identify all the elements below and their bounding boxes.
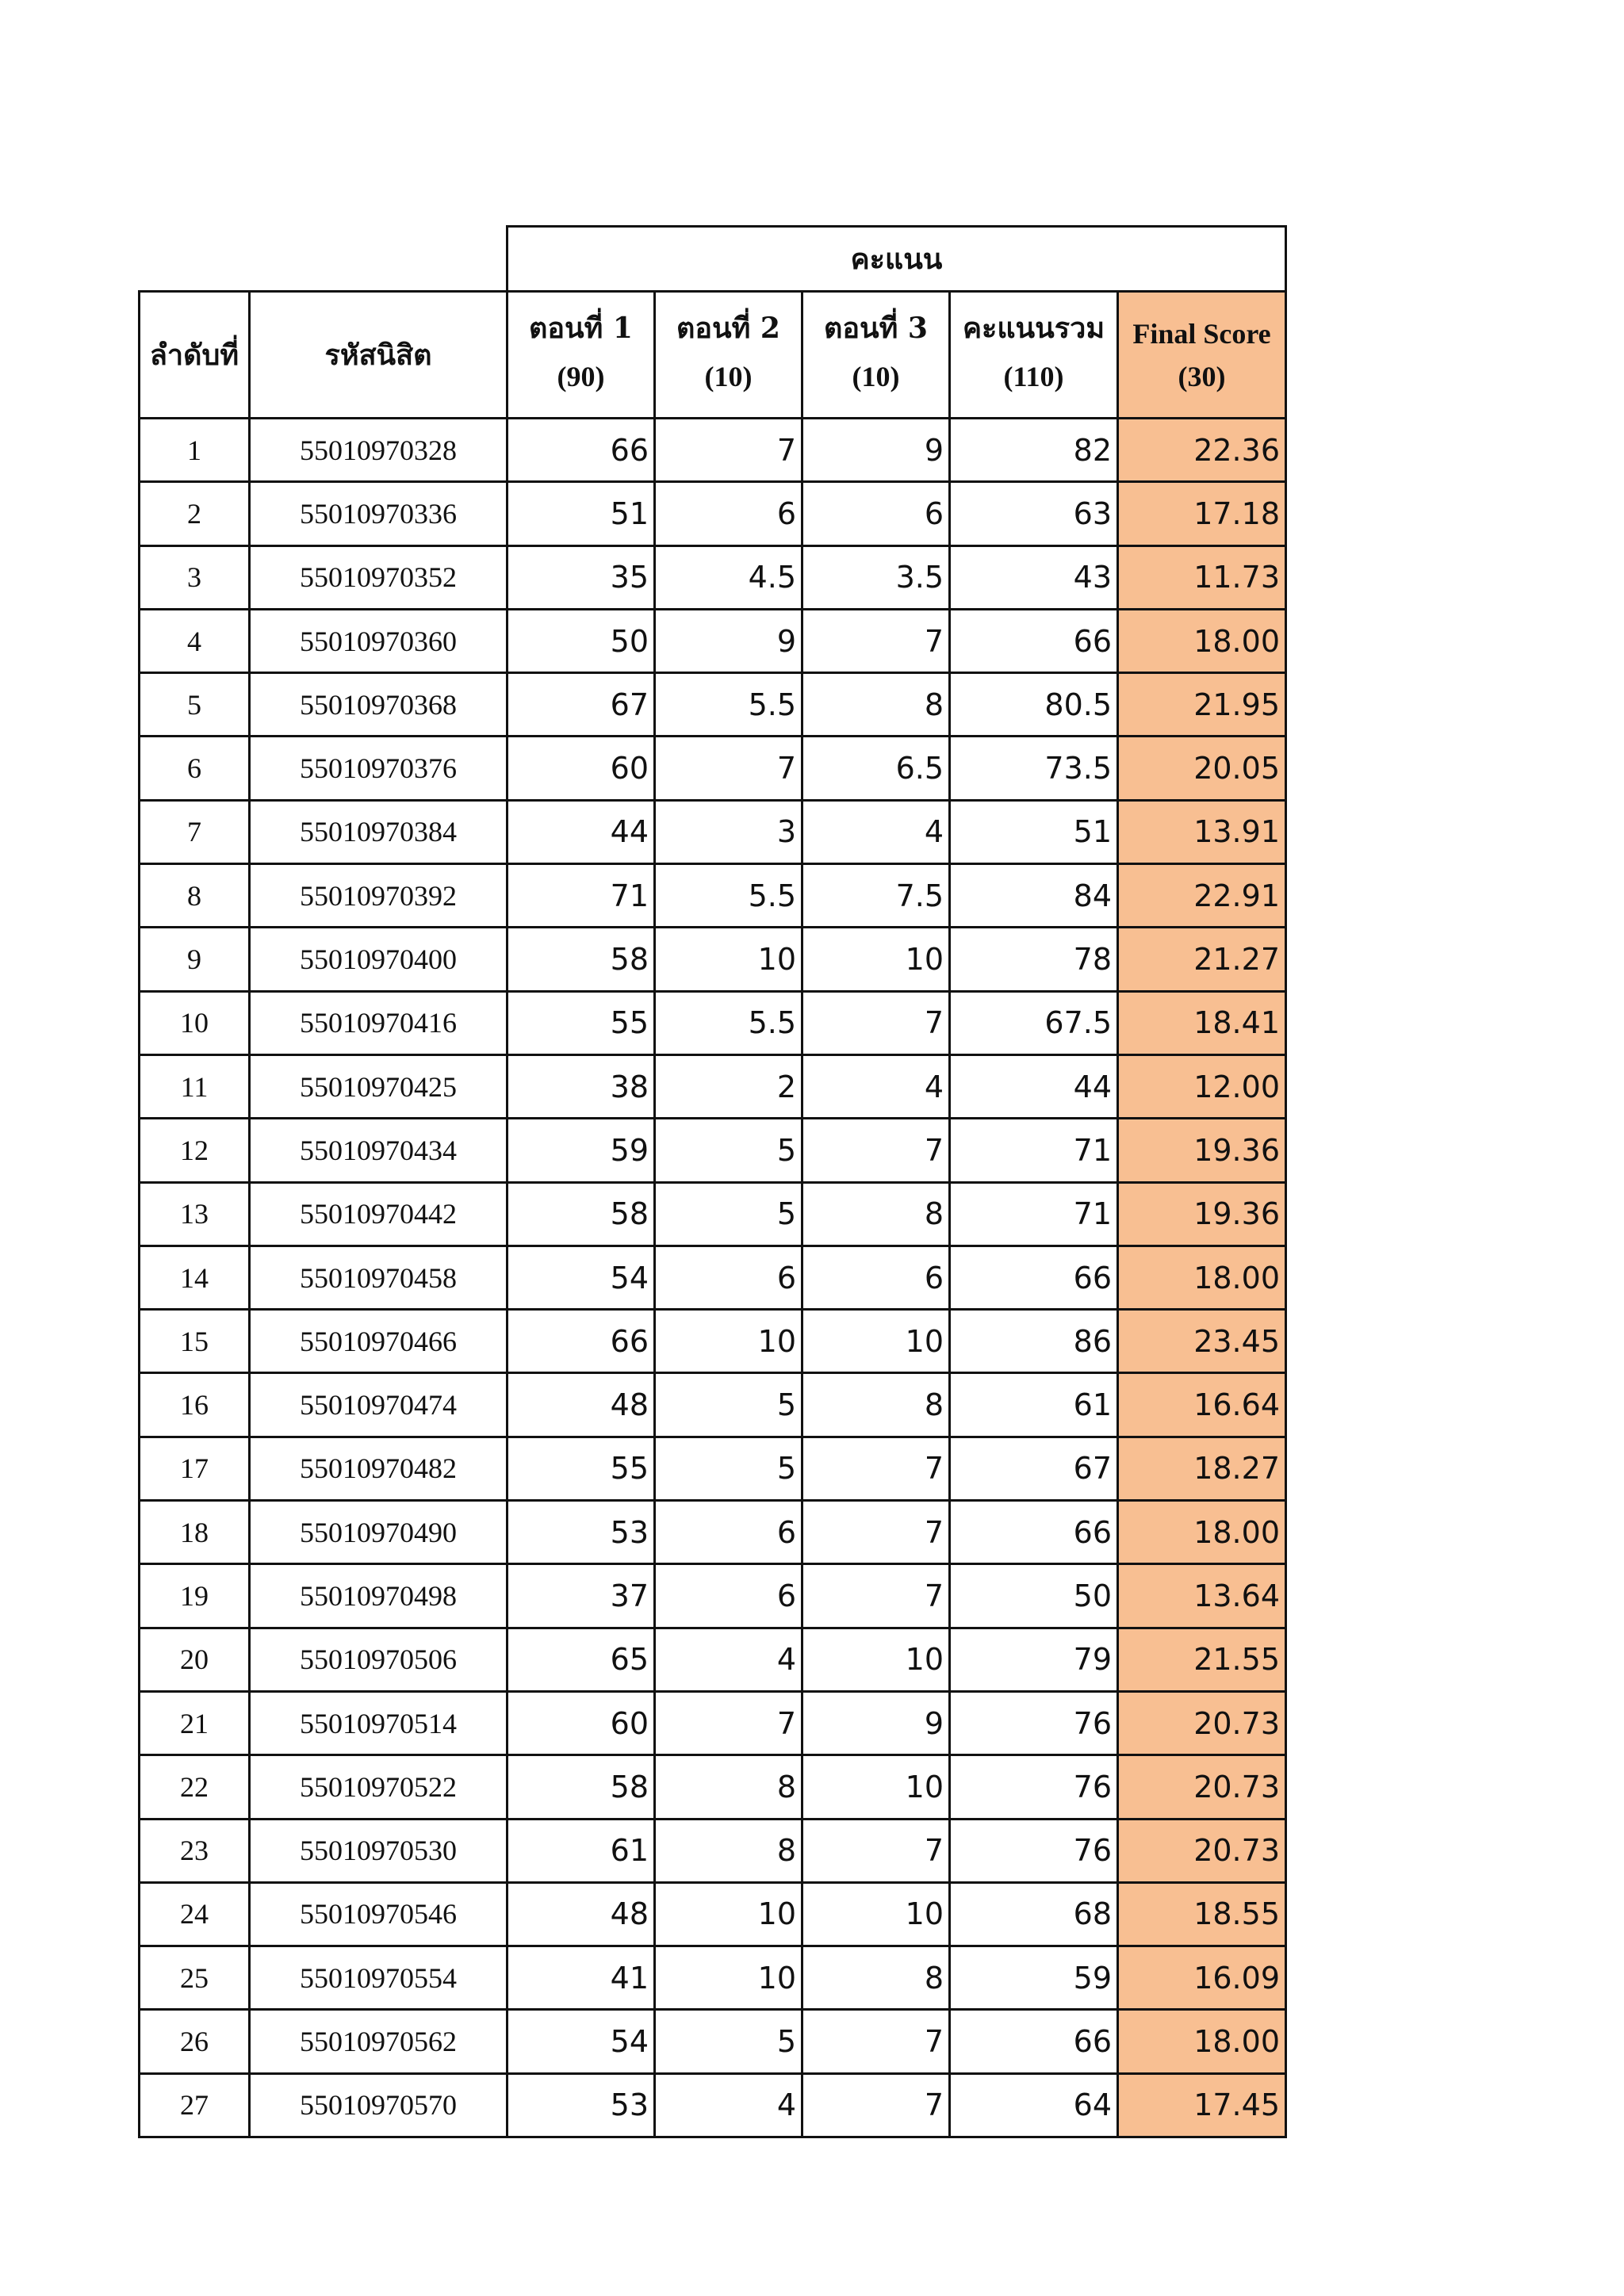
total-score: 67.5 <box>950 991 1118 1054</box>
part2-score: 6 <box>655 1246 802 1309</box>
row-number: 8 <box>140 864 250 928</box>
part3-header: ตอนที่ 3 <box>802 292 950 355</box>
part2-score: 10 <box>655 1882 802 1946</box>
part2-score: 5.5 <box>655 864 802 928</box>
final-score: 18.55 <box>1118 1882 1286 1946</box>
table-row <box>140 2010 1286 2073</box>
row-number: 24 <box>140 1882 250 1946</box>
row-number: 13 <box>140 1182 250 1246</box>
student-id: 55010970376 <box>250 737 508 800</box>
student-id: 55010970352 <box>250 545 508 609</box>
total-score: 66 <box>950 1501 1118 1564</box>
part1-score: 67 <box>508 673 655 737</box>
student-id: 55010970474 <box>250 1373 508 1437</box>
student-id: 55010970434 <box>250 1119 508 1182</box>
part3-score: 7 <box>802 1564 950 1628</box>
row-number: 5 <box>140 673 250 737</box>
student-id: 55010970458 <box>250 1246 508 1309</box>
part1-score: 66 <box>508 419 655 482</box>
part3-score: 7 <box>802 1119 950 1182</box>
final-score: 12.00 <box>1118 1054 1286 1118</box>
total-score: 76 <box>950 1691 1118 1755</box>
table-row <box>140 1310 1286 1373</box>
final-score: 17.18 <box>1118 482 1286 545</box>
part2-score: 4.5 <box>655 545 802 609</box>
table-row <box>140 1054 1286 1118</box>
row-number: 4 <box>140 609 250 672</box>
total-score: 67 <box>950 1437 1118 1500</box>
part3-score: 7 <box>802 2010 950 2073</box>
part3-score: 8 <box>802 1182 950 1246</box>
student-id: 55010970490 <box>250 1501 508 1564</box>
final-score: 18.41 <box>1118 991 1286 1054</box>
part1-score: 35 <box>508 545 655 609</box>
part3-score: 10 <box>802 1628 950 1691</box>
student-id: 55010970562 <box>250 2010 508 2073</box>
total-score: 64 <box>950 2073 1118 2137</box>
student-id: 55010970336 <box>250 482 508 545</box>
table-row <box>140 1628 1286 1691</box>
part3-score: 10 <box>802 928 950 991</box>
part2-score: 7 <box>655 1691 802 1755</box>
final-score: 18.00 <box>1118 609 1286 672</box>
part1-header: ตอนที่ 1 <box>508 292 655 355</box>
part1-score: 53 <box>508 1501 655 1564</box>
total-score: 76 <box>950 1819 1118 1882</box>
final-score: 21.95 <box>1118 673 1286 737</box>
order-header: ลำดับที่ <box>140 292 250 419</box>
total-score: 86 <box>950 1310 1118 1373</box>
part3-score: 7 <box>802 991 950 1054</box>
part2-score: 6 <box>655 482 802 545</box>
final-score: 18.27 <box>1118 1437 1286 1500</box>
student-id: 55010970506 <box>250 1628 508 1691</box>
part1-score: 71 <box>508 864 655 928</box>
part2-score: 10 <box>655 928 802 991</box>
part3-score: 6.5 <box>802 737 950 800</box>
total-header: คะแนนรวม <box>950 292 1118 355</box>
final-score-max: (30) <box>1118 355 1286 419</box>
row-number: 26 <box>140 2010 250 2073</box>
part1-score: 61 <box>508 1819 655 1882</box>
part2-score: 10 <box>655 1310 802 1373</box>
part3-score: 7 <box>802 2073 950 2137</box>
total-score: 73.5 <box>950 737 1118 800</box>
part2-max: (10) <box>655 355 802 419</box>
total-score: 61 <box>950 1373 1118 1437</box>
blank-corner <box>140 227 508 292</box>
student-id: 55010970328 <box>250 419 508 482</box>
table-row <box>140 800 1286 863</box>
final-score: 21.55 <box>1118 1628 1286 1691</box>
row-number: 21 <box>140 1691 250 1755</box>
total-score: 66 <box>950 609 1118 672</box>
student-id: 55010970360 <box>250 609 508 672</box>
total-score: 71 <box>950 1119 1118 1182</box>
row-number: 1 <box>140 419 250 482</box>
row-number: 7 <box>140 800 250 863</box>
table-row <box>140 1373 1286 1437</box>
final-score: 18.00 <box>1118 2010 1286 2073</box>
part1-score: 55 <box>508 1437 655 1500</box>
part1-score: 48 <box>508 1882 655 1946</box>
table-row <box>140 1564 1286 1628</box>
student-id: 55010970368 <box>250 673 508 737</box>
part3-score: 8 <box>802 1373 950 1437</box>
part2-header: ตอนที่ 2 <box>655 292 802 355</box>
part1-score: 66 <box>508 1310 655 1373</box>
part1-score: 44 <box>508 800 655 863</box>
total-score: 51 <box>950 800 1118 863</box>
final-score: 19.36 <box>1118 1119 1286 1182</box>
part1-score: 53 <box>508 2073 655 2137</box>
part3-score: 7 <box>802 1437 950 1500</box>
part2-score: 10 <box>655 1946 802 2010</box>
final-score: 18.00 <box>1118 1246 1286 1309</box>
table-row <box>140 2073 1286 2137</box>
row-number: 10 <box>140 991 250 1054</box>
row-number: 6 <box>140 737 250 800</box>
part1-score: 50 <box>508 609 655 672</box>
student-id: 55010970400 <box>250 928 508 991</box>
row-number: 18 <box>140 1501 250 1564</box>
part1-score: 58 <box>508 1755 655 1819</box>
total-score: 44 <box>950 1054 1118 1118</box>
total-score: 79 <box>950 1628 1118 1691</box>
row-number: 16 <box>140 1373 250 1437</box>
part3-score: 7 <box>802 609 950 672</box>
part2-score: 3 <box>655 800 802 863</box>
row-number: 19 <box>140 1564 250 1628</box>
student-id: 55010970416 <box>250 991 508 1054</box>
student-id: 55010970384 <box>250 800 508 863</box>
table-row <box>140 1119 1286 1182</box>
final-score: 18.00 <box>1118 1501 1286 1564</box>
row-number: 27 <box>140 2073 250 2137</box>
row-number: 12 <box>140 1119 250 1182</box>
final-score: 21.27 <box>1118 928 1286 991</box>
part3-score: 7 <box>802 1819 950 1882</box>
part2-score: 9 <box>655 609 802 672</box>
part3-score: 10 <box>802 1882 950 1946</box>
row-number: 22 <box>140 1755 250 1819</box>
group-header-row <box>140 227 1286 292</box>
total-score: 71 <box>950 1182 1118 1246</box>
table-row <box>140 1946 1286 2010</box>
row-number: 9 <box>140 928 250 991</box>
final-score: 23.45 <box>1118 1310 1286 1373</box>
part2-score: 5.5 <box>655 991 802 1054</box>
row-number: 2 <box>140 482 250 545</box>
table-row <box>140 737 1286 800</box>
table-row <box>140 1246 1286 1309</box>
total-score: 66 <box>950 2010 1118 2073</box>
part1-score: 38 <box>508 1054 655 1118</box>
part3-score: 8 <box>802 1946 950 2010</box>
total-score: 78 <box>950 928 1118 991</box>
part2-score: 2 <box>655 1054 802 1118</box>
part3-score: 9 <box>802 419 950 482</box>
row-number: 11 <box>140 1054 250 1118</box>
total-score: 66 <box>950 1246 1118 1309</box>
total-score: 80.5 <box>950 673 1118 737</box>
student-id: 55010970498 <box>250 1564 508 1628</box>
table-row <box>140 419 1286 482</box>
part3-score: 10 <box>802 1310 950 1373</box>
final-score: 20.05 <box>1118 737 1286 800</box>
part2-score: 5 <box>655 1437 802 1500</box>
score-table-body <box>140 419 1286 2137</box>
part1-score: 60 <box>508 737 655 800</box>
score-table <box>138 225 1287 2138</box>
final-score: 19.36 <box>1118 1182 1286 1246</box>
part3-score: 8 <box>802 673 950 737</box>
part1-score: 59 <box>508 1119 655 1182</box>
student-id: 55010970570 <box>250 2073 508 2137</box>
total-score: 63 <box>950 482 1118 545</box>
final-score: 22.91 <box>1118 864 1286 928</box>
part1-score: 60 <box>508 1691 655 1755</box>
total-score: 82 <box>950 419 1118 482</box>
final-score: 20.73 <box>1118 1691 1286 1755</box>
part1-score: 58 <box>508 928 655 991</box>
table-row <box>140 928 1286 991</box>
part2-score: 5.5 <box>655 673 802 737</box>
total-max: (110) <box>950 355 1118 419</box>
table-row <box>140 482 1286 545</box>
part1-score: 55 <box>508 991 655 1054</box>
table-row <box>140 1691 1286 1755</box>
column-header-row-top <box>140 292 1286 355</box>
table-row <box>140 1182 1286 1246</box>
part1-score: 48 <box>508 1373 655 1437</box>
table-row <box>140 673 1286 737</box>
student-id: 55010970466 <box>250 1310 508 1373</box>
table-row <box>140 1501 1286 1564</box>
part2-score: 6 <box>655 1564 802 1628</box>
table-row <box>140 864 1286 928</box>
table-row <box>140 1437 1286 1500</box>
table-row <box>140 545 1286 609</box>
total-score: 50 <box>950 1564 1118 1628</box>
final-score: 17.45 <box>1118 2073 1286 2137</box>
part3-score: 10 <box>802 1755 950 1819</box>
student-id: 55010970392 <box>250 864 508 928</box>
row-number: 3 <box>140 545 250 609</box>
row-number: 15 <box>140 1310 250 1373</box>
part3-score: 4 <box>802 1054 950 1118</box>
student-id-header: รหัสนิสิต <box>250 292 508 419</box>
table-row <box>140 1882 1286 1946</box>
student-id: 55010970530 <box>250 1819 508 1882</box>
row-number: 23 <box>140 1819 250 1882</box>
student-id: 55010970546 <box>250 1882 508 1946</box>
table-row <box>140 1819 1286 1882</box>
part2-score: 8 <box>655 1755 802 1819</box>
final-score: 22.36 <box>1118 419 1286 482</box>
part2-score: 7 <box>655 419 802 482</box>
part3-score: 6 <box>802 482 950 545</box>
part2-score: 5 <box>655 1373 802 1437</box>
table-row <box>140 991 1286 1054</box>
part2-score: 7 <box>655 737 802 800</box>
final-score: 16.64 <box>1118 1373 1286 1437</box>
final-score: 13.64 <box>1118 1564 1286 1628</box>
row-number: 14 <box>140 1246 250 1309</box>
total-score: 59 <box>950 1946 1118 2010</box>
part1-score: 37 <box>508 1564 655 1628</box>
total-score: 43 <box>950 545 1118 609</box>
total-score: 68 <box>950 1882 1118 1946</box>
final-score: 20.73 <box>1118 1819 1286 1882</box>
part3-score: 7.5 <box>802 864 950 928</box>
part2-score: 5 <box>655 2010 802 2073</box>
part3-score: 7 <box>802 1501 950 1564</box>
total-score: 84 <box>950 864 1118 928</box>
part2-score: 8 <box>655 1819 802 1882</box>
score-group-header: คะแนน <box>508 227 1286 292</box>
part3-score: 4 <box>802 800 950 863</box>
part2-score: 4 <box>655 2073 802 2137</box>
row-number: 20 <box>140 1628 250 1691</box>
total-score: 76 <box>950 1755 1118 1819</box>
part1-max: (90) <box>508 355 655 419</box>
student-id: 55010970522 <box>250 1755 508 1819</box>
part2-score: 4 <box>655 1628 802 1691</box>
part3-score: 3.5 <box>802 545 950 609</box>
part3-score: 9 <box>802 1691 950 1755</box>
student-id: 55010970514 <box>250 1691 508 1755</box>
final-score: 16.09 <box>1118 1946 1286 2010</box>
part3-score: 6 <box>802 1246 950 1309</box>
student-id: 55010970442 <box>250 1182 508 1246</box>
part2-score: 6 <box>655 1501 802 1564</box>
student-id: 55010970482 <box>250 1437 508 1500</box>
student-id: 55010970554 <box>250 1946 508 2010</box>
row-number: 17 <box>140 1437 250 1500</box>
part1-score: 41 <box>508 1946 655 2010</box>
part1-score: 54 <box>508 1246 655 1309</box>
student-id: 55010970425 <box>250 1054 508 1118</box>
final-score: 20.73 <box>1118 1755 1286 1819</box>
part1-score: 65 <box>508 1628 655 1691</box>
final-score: 13.91 <box>1118 800 1286 863</box>
part1-score: 58 <box>508 1182 655 1246</box>
part2-score: 5 <box>655 1119 802 1182</box>
row-number: 25 <box>140 1946 250 2010</box>
part3-max: (10) <box>802 355 950 419</box>
part1-score: 51 <box>508 482 655 545</box>
part1-score: 54 <box>508 2010 655 2073</box>
final-score-header: Final Score <box>1118 292 1286 355</box>
part2-score: 5 <box>655 1182 802 1246</box>
table-row <box>140 1755 1286 1819</box>
table-row <box>140 609 1286 672</box>
final-score: 11.73 <box>1118 545 1286 609</box>
